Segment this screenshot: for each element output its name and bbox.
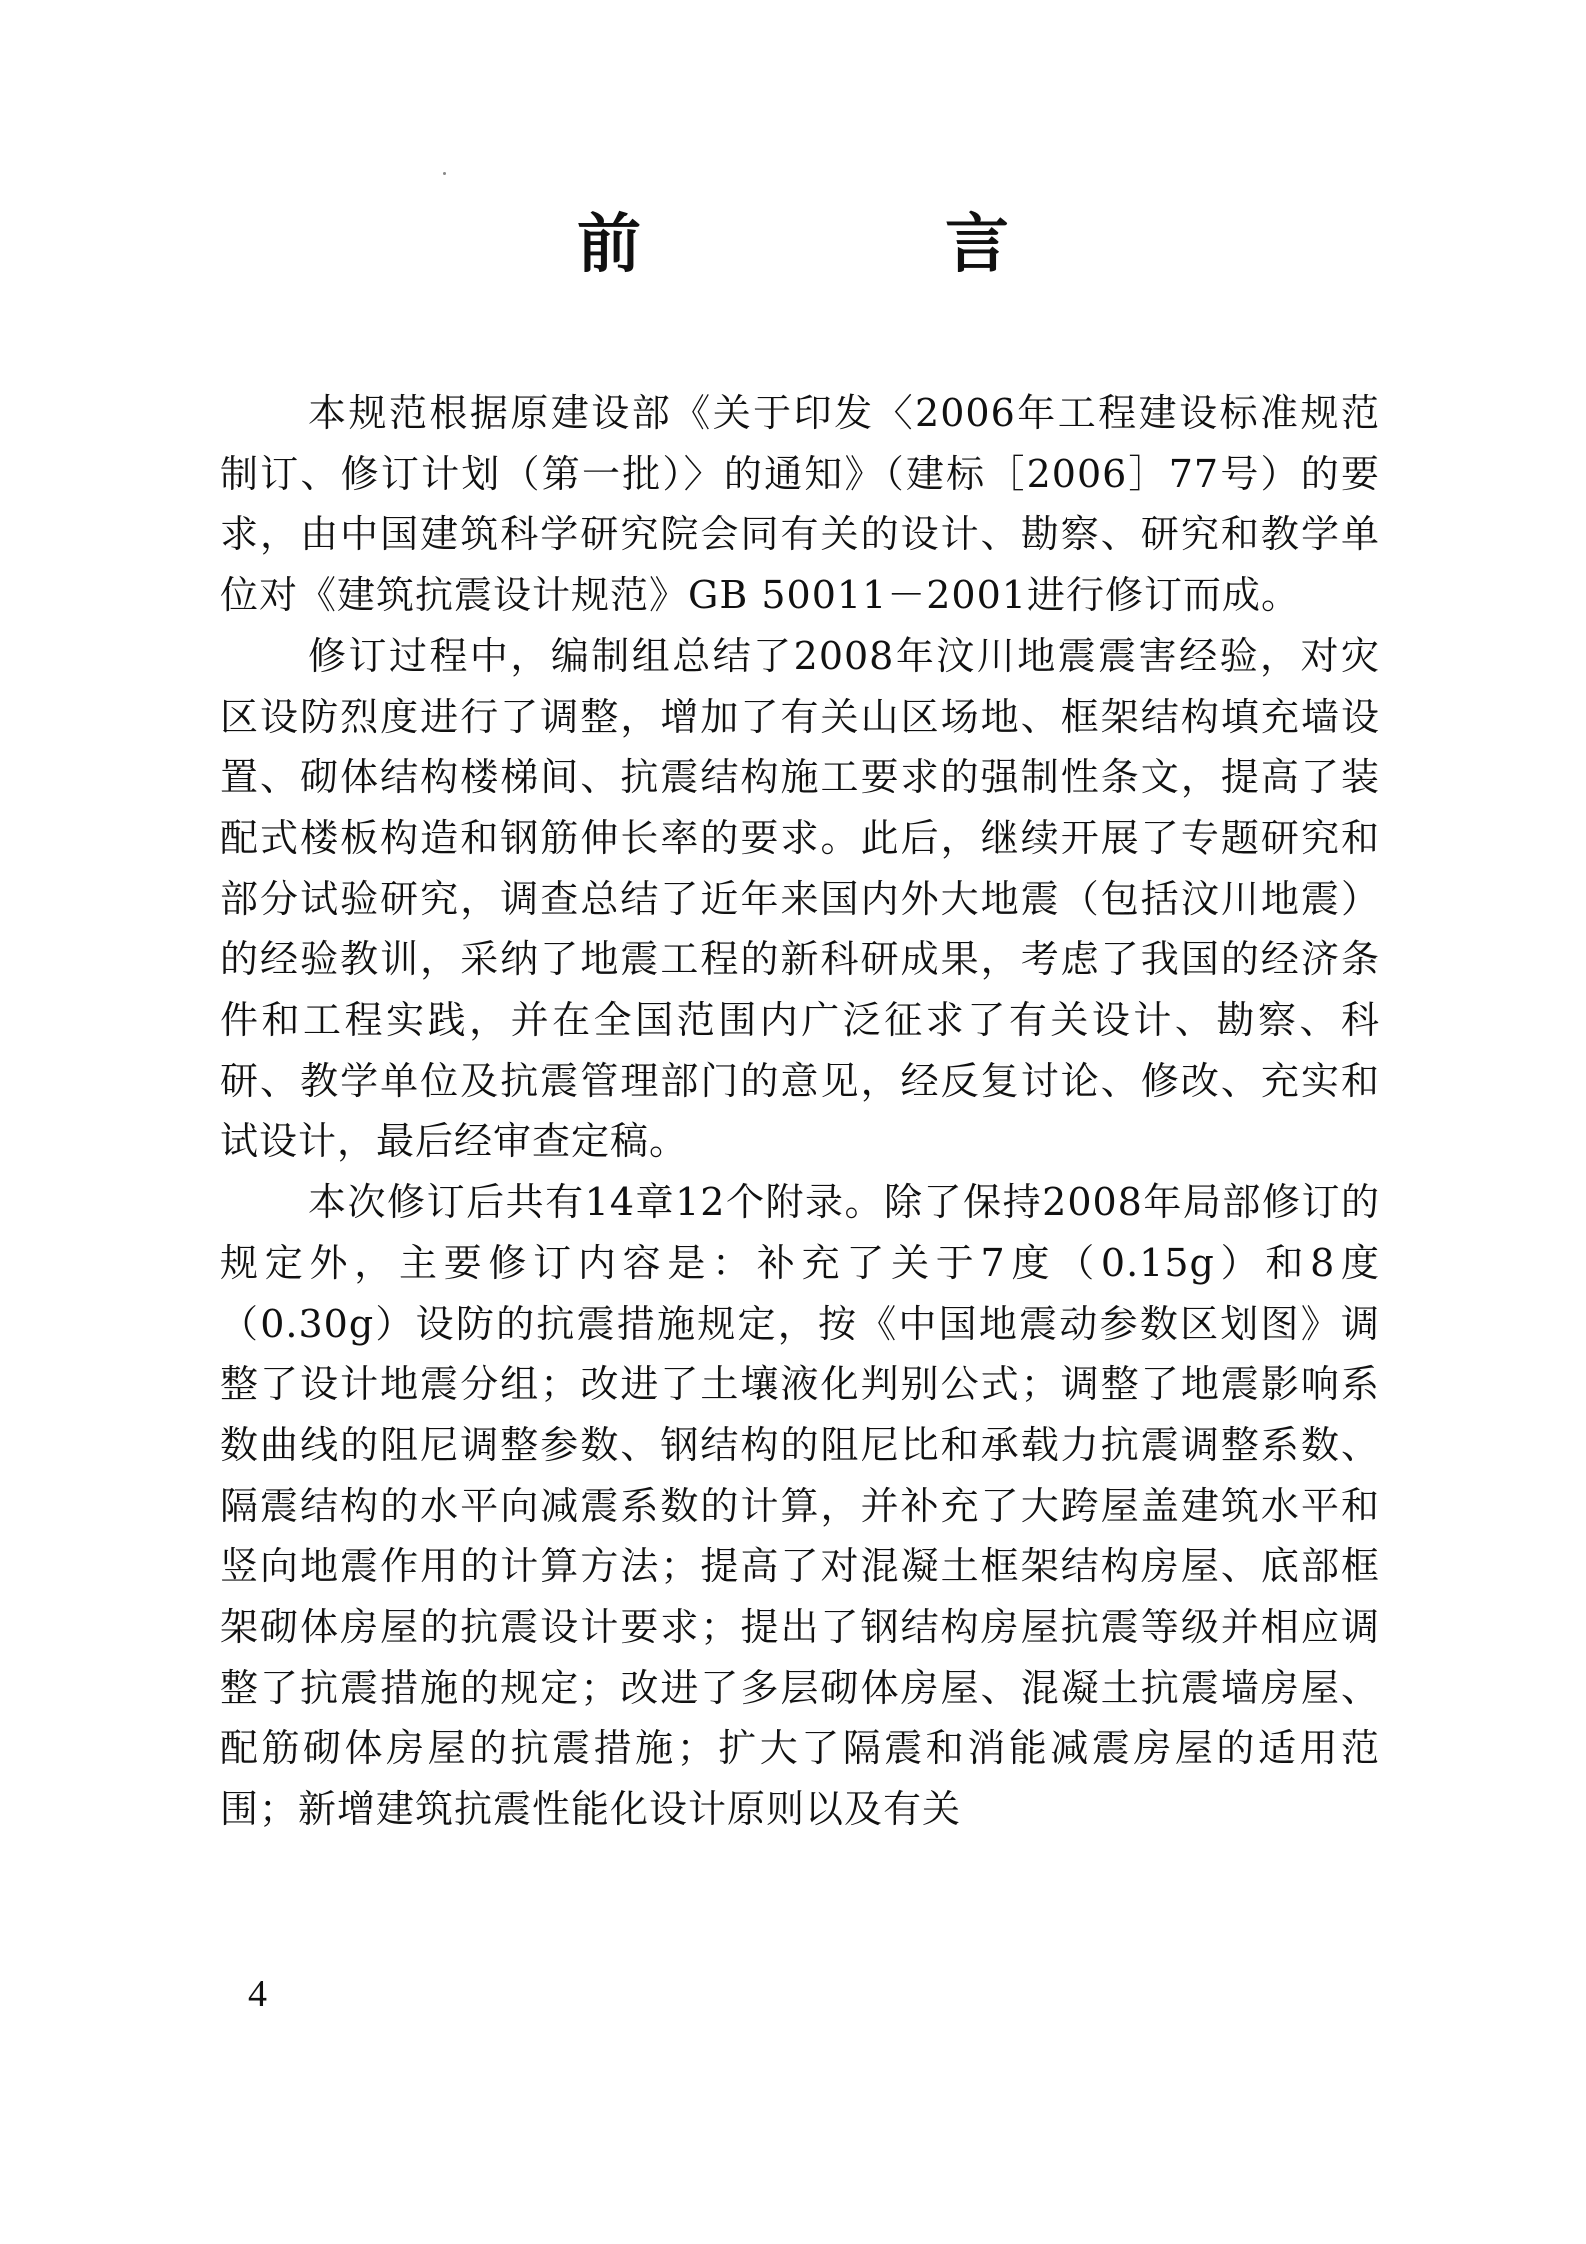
scan-speck xyxy=(443,172,446,175)
preface-body xyxy=(220,383,1380,1840)
page-number: 4 xyxy=(248,1973,267,2015)
paragraph-3: 本次修订后共有14章12个附录。除了保持2008年局部修订的规定外，主要修订内容是：补充了关于7度（0.15g）和8度（0.30g）设防的抗震措施规定，按《中国地震动参数区划图》调整了设计地震分组；改进了土壤液化判别公式；调整了地震影响系数曲线的阻尼调整参数、钢结构的阻尼比和承载力抗震调整系数、隔震结构的水平向减震系数的计算，并补充了大跨屋盖建筑水平和竖向地震作用的计算方法；提高了对混凝土框架结构房屋、底部框架砌体房屋的抗震设计要求；提出了钢结构房屋抗震等级并相应调整了抗震措施的规定；改进了多层砌体房屋、混凝土抗震墙房屋、配筋砌体房屋的抗震措施；扩大了隔震和消能减震房屋的适用范围；新增建筑抗震性能化设计原则以及有关 xyxy=(220,1180,1380,1832)
page-title: 前 言 xyxy=(577,207,1129,282)
paragraph-2: 修订过程中，编制组总结了2008年汶川地震震害经验，对灾区设防烈度进行了调整，增加了有关山区场地、框架结构填充墙设置、砌体结构楼梯间、抗震结构施工要求的强制性条文，提高了装配式楼板构造和钢筋伸长率的要求。此后，继续开展了专题研究和部分试验研究，调查总结了近年来国内外大地震（包括汶川地震）的经验教训，采纳了地震工程的新科研成果，考虑了我国的经济条件和工程实践，并在全国范围内广泛征求了有关设计、勘察、科研、教学单位及抗震管理部门的意见，经反复讨论、修改、充实和试设计，最后经审查定稿。 xyxy=(220,633,1380,1164)
paragraph-1: 本规范根据原建设部《关于印发〈2006年工程建设标准规范制订、修订计划（第一批）〉的通知》（建标［2006］77号）的要求，由中国建筑科学研究院会同有关的设计、勘察、研究和教学单位对《建筑抗震设计规范》GB 50011－2001进行修订而成。 xyxy=(220,391,1380,618)
